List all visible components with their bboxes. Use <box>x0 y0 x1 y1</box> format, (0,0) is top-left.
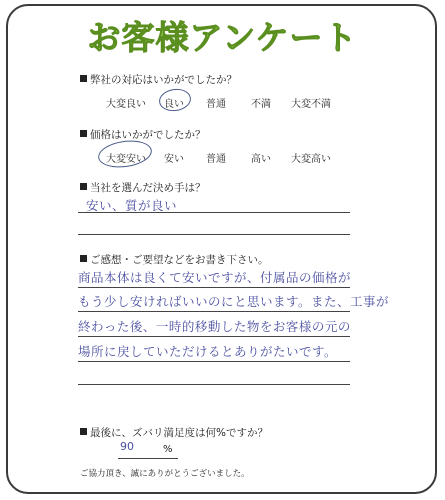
option-service-3[interactable]: 普通 <box>206 99 226 110</box>
satisfaction-value: 90 <box>120 440 134 453</box>
option-price-1[interactable]: 大変安い <box>106 154 146 165</box>
answer-line <box>78 311 350 312</box>
option-price-2[interactable]: 安い <box>164 154 184 165</box>
answer-feedback-line-2: もう少し安ければいいのにと思います。また、工事が <box>78 294 390 309</box>
question-service-label: 弊社の対応はいかがでしたか？ <box>90 74 237 86</box>
answer-feedback-line-1: 商品本体は良くて安いですが、付属品の価格が <box>78 270 352 285</box>
answer-feedback-line-3: 終わった後、一時的移動した物をお客様の元の <box>78 319 351 334</box>
bullet-square-icon <box>80 183 87 190</box>
bullet-square-icon <box>80 130 87 137</box>
option-service-4[interactable]: 不満 <box>251 99 271 110</box>
survey-title: お客様アンケート <box>87 18 358 57</box>
option-service-2[interactable]: 良い <box>164 99 184 110</box>
bullet-square-icon <box>80 255 87 262</box>
bullet-square-icon <box>80 75 87 82</box>
question-feedback <box>80 252 269 267</box>
option-price-5[interactable]: 大変高い <box>291 154 331 165</box>
answer-reason: 安い、質が良い <box>86 198 178 213</box>
option-price-3[interactable]: 普通 <box>206 154 226 165</box>
question-price <box>80 127 206 142</box>
question-reason-label: 当社を選んだ決め手は？ <box>90 182 206 194</box>
bullet-square-icon <box>80 428 87 435</box>
answer-line <box>78 361 350 362</box>
answer-line <box>78 234 350 235</box>
option-price-4[interactable]: 高い <box>251 154 271 165</box>
answer-line <box>78 384 350 385</box>
footer-thanks: ご協力頂き、誠にありがとうございました。 <box>80 469 250 479</box>
option-service-1[interactable]: 大変良い <box>106 99 146 110</box>
answer-line <box>78 212 350 213</box>
question-service <box>80 72 237 87</box>
question-satisfaction-label: 最後に、ズバリ満足度は何%ですか？ <box>90 427 268 439</box>
question-reason <box>80 180 206 195</box>
satisfaction-unit: % <box>163 444 173 455</box>
answer-line <box>78 336 350 337</box>
option-service-5[interactable]: 大変不満 <box>291 99 331 110</box>
satisfaction-line <box>118 458 178 459</box>
question-price-label: 価格はいかがでしたか？ <box>90 129 206 141</box>
question-feedback-label: ご感想・ご要望などをお書き下さい。 <box>90 254 269 266</box>
question-satisfaction <box>80 425 268 440</box>
answer-line <box>78 287 350 288</box>
answer-feedback-line-4: 場所に戻していただけるとありがたいです。 <box>78 344 338 359</box>
